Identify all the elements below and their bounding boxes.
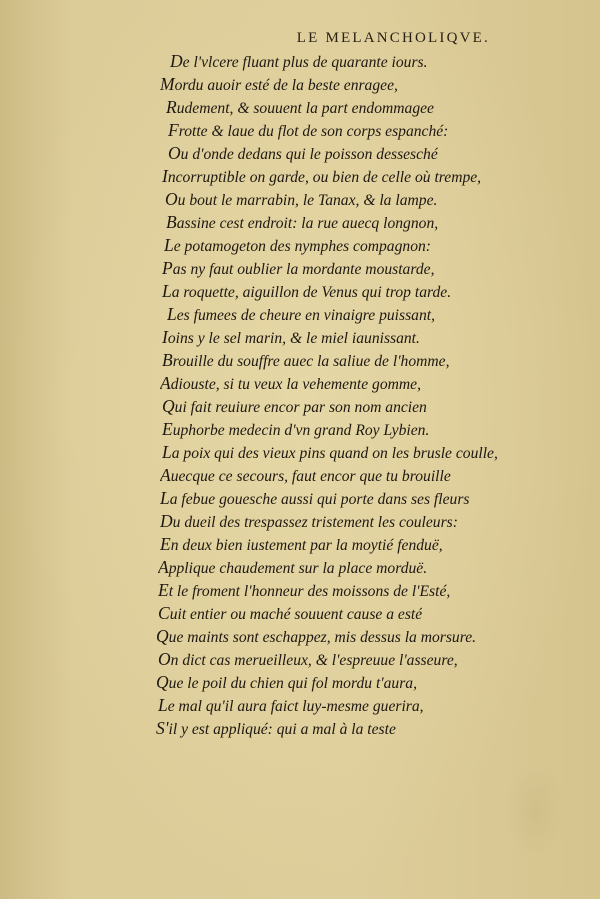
paper-stain — [505, 760, 565, 860]
verse-line: On dict cas merueilleux, & l'espreuue l'asseure, — [158, 649, 458, 669]
verse-line: Incorruptible on garde, ou bien de celle où trempe, — [162, 166, 482, 186]
verse-line: Frotte & laue du flot de son corps espanché: — [168, 120, 449, 140]
verse-line: Les fumees de cheure en vinaigre puissant, — [167, 304, 435, 324]
verse-line: Pas ny faut oublier la mordante moustarde, — [162, 258, 435, 278]
verse-line: Mordu auoir esté de la beste enragee, — [160, 74, 398, 94]
verse-line: Applique chaudement sur la place morduë. — [158, 557, 428, 577]
verse-line: Brouille du souffre auec la saliue de l'homme, — [162, 350, 450, 370]
verse-line: Ou bout le marrabin, le Tanax, & la lampe. — [165, 189, 438, 209]
verse-line: Que le poil du chien qui fol mordu t'aura, — [156, 672, 417, 692]
verse-line: De l'vlcere fluant plus de quarante iours. — [170, 51, 428, 71]
verse-line: En deux bien iustement par la moytié fenduë, — [160, 534, 443, 554]
verse-line: S'il y est appliqué: qui a mal à la teste — [156, 718, 396, 738]
verse-line: Adiouste, si tu veux la vehemente gomme, — [160, 373, 421, 393]
verse-line: Qui fait reuiure encor par son nom ancien — [162, 396, 427, 416]
verse-line: La roquette, aiguillon de Venus qui trop tarde. — [162, 281, 452, 301]
verse-line: Ioins y le sel marin, & le miel iaunissant. — [162, 327, 420, 347]
verse-line: Cuit entier ou maché souuent cause a esté — [158, 603, 423, 623]
verse-line: Et le froment l'honneur des moissons de l'Esté, — [158, 580, 451, 600]
verse-line: La poix qui des vieux pins quand on les brusle coulle, — [162, 442, 498, 462]
verse-line: La febue gouesche aussi qui porte dans ses fleurs — [160, 488, 470, 508]
verse-line: Le potamogeton des nymphes compagnon: — [164, 235, 431, 255]
running-head: LE MELANCHOLIQVE. — [296, 30, 490, 46]
verse-line: Du dueil des trespassez tristement les couleurs: — [160, 511, 458, 531]
verse-line: Ou d'onde dedans qui le poisson dessesché — [168, 143, 438, 163]
verse-line: Le mal qu'il aura faict luy-mesme guerira, — [158, 695, 424, 715]
verse-line: Que maints sont eschappez, mis dessus la morsure. — [156, 626, 477, 646]
verse-line: Bassine cest endroit: la rue auecq longnon, — [166, 212, 439, 232]
verse-line: Euphorbe medecin d'vn grand Roy Lybien. — [162, 419, 430, 439]
verse-line: Auecque ce secours, faut encor que tu brouille — [160, 465, 451, 485]
verse-line: Rudement, & souuent la part endommagee — [166, 97, 434, 117]
